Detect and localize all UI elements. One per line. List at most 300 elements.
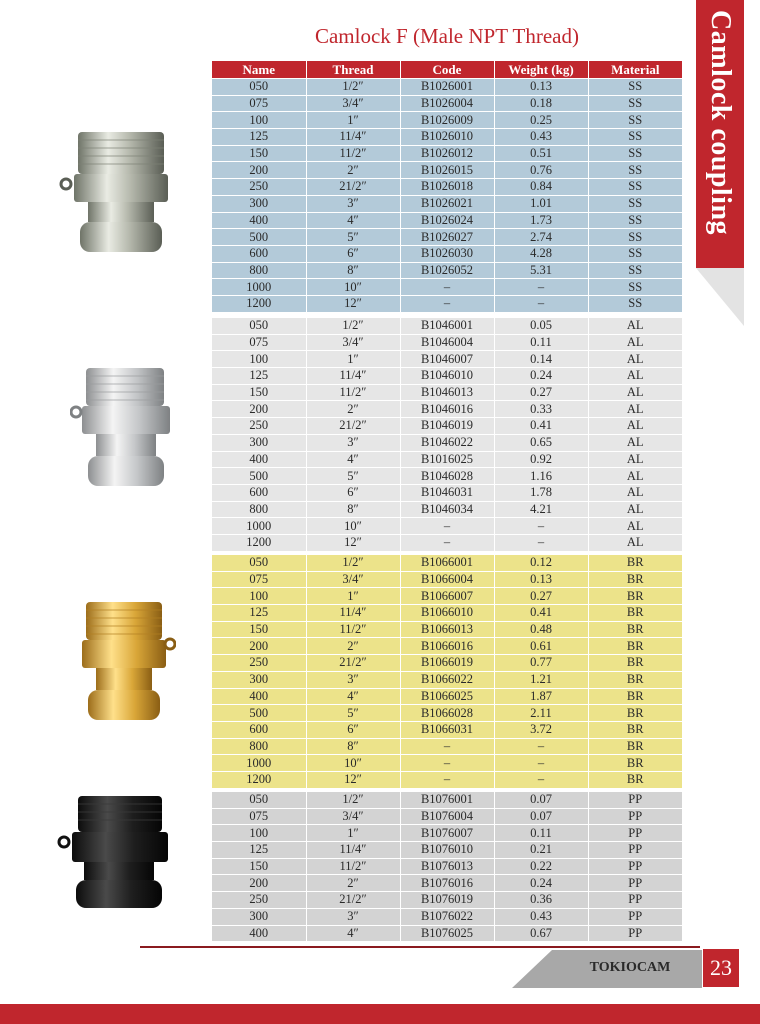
- cell-thread: 3/4″: [306, 808, 400, 825]
- cell-code: –: [400, 534, 494, 551]
- table-row: [212, 655, 682, 672]
- cell-name: 400: [212, 925, 306, 942]
- cell-name: 500: [212, 229, 306, 246]
- cell-weight: 5.31: [494, 262, 588, 279]
- cell-weight: 0.11: [494, 825, 588, 842]
- cell-name: 1000: [212, 279, 306, 296]
- cell-material: AL: [588, 534, 682, 551]
- table-row: [212, 738, 682, 755]
- table-row: [212, 434, 682, 451]
- cell-thread: 12″: [306, 295, 400, 312]
- table-row: [212, 808, 682, 825]
- cell-code: B1076016: [400, 875, 494, 892]
- cell-weight: 0.22: [494, 858, 588, 875]
- cell-code: B1026001: [400, 79, 494, 96]
- cell-material: BR: [588, 671, 682, 688]
- cell-thread: 3/4″: [306, 334, 400, 351]
- cell-code: B1026004: [400, 95, 494, 112]
- cell-weight: –: [494, 295, 588, 312]
- cell-code: B1066022: [400, 671, 494, 688]
- cell-material: PP: [588, 875, 682, 892]
- cell-thread: 5″: [306, 229, 400, 246]
- cell-weight: 0.05: [494, 318, 588, 334]
- cell-weight: 0.92: [494, 451, 588, 468]
- cell-code: B1046016: [400, 401, 494, 418]
- cell-material: SS: [588, 262, 682, 279]
- cell-weight: 0.14: [494, 351, 588, 368]
- cell-weight: 0.41: [494, 605, 588, 622]
- cell-code: B1046010: [400, 368, 494, 385]
- cell-thread: 8″: [306, 262, 400, 279]
- table-row: [212, 518, 682, 535]
- cell-name: 1200: [212, 534, 306, 551]
- table-row: [212, 858, 682, 875]
- cell-name: 400: [212, 688, 306, 705]
- cell-material: AL: [588, 434, 682, 451]
- cell-material: BR: [588, 721, 682, 738]
- cell-code: B1026015: [400, 162, 494, 179]
- cell-material: PP: [588, 892, 682, 909]
- stainless-steel-table: [212, 61, 682, 313]
- cell-name: 150: [212, 384, 306, 401]
- brass-camlock-f-image: [72, 600, 176, 726]
- cell-name: 600: [212, 721, 306, 738]
- cell-weight: 0.27: [494, 384, 588, 401]
- cell-thread: 4″: [306, 212, 400, 229]
- cell-weight: 1.78: [494, 484, 588, 501]
- cell-material: AL: [588, 368, 682, 385]
- cell-code: B1016025: [400, 451, 494, 468]
- cell-thread: 2″: [306, 638, 400, 655]
- cell-material: BR: [588, 571, 682, 588]
- cell-code: B1046028: [400, 468, 494, 485]
- header-code: Code: [400, 61, 494, 79]
- cell-thread: 8″: [306, 738, 400, 755]
- cell-weight: 2.11: [494, 705, 588, 722]
- cell-code: B1076004: [400, 808, 494, 825]
- cell-code: B1066031: [400, 721, 494, 738]
- cell-name: 150: [212, 145, 306, 162]
- cell-material: AL: [588, 468, 682, 485]
- cell-name: 800: [212, 738, 306, 755]
- table-row: [212, 755, 682, 772]
- cell-code: B1046022: [400, 434, 494, 451]
- cell-code: B1046001: [400, 318, 494, 334]
- cell-name: 400: [212, 451, 306, 468]
- cell-thread: 11/4″: [306, 605, 400, 622]
- cell-material: BR: [588, 555, 682, 571]
- cell-thread: 2″: [306, 162, 400, 179]
- table-row: [212, 229, 682, 246]
- cell-code: –: [400, 279, 494, 296]
- cell-name: 1200: [212, 295, 306, 312]
- cell-weight: 3.72: [494, 721, 588, 738]
- stainless-steel-camlock-f-image: [58, 128, 176, 258]
- cell-name: 600: [212, 484, 306, 501]
- table-row: [212, 468, 682, 485]
- cell-weight: 0.77: [494, 655, 588, 672]
- cell-code: B1076019: [400, 892, 494, 909]
- table-row: [212, 212, 682, 229]
- cell-material: AL: [588, 318, 682, 334]
- cell-thread: 1/2″: [306, 318, 400, 334]
- cell-weight: 0.76: [494, 162, 588, 179]
- table-row: [212, 588, 682, 605]
- table-row: [212, 295, 682, 312]
- cell-code: B1046019: [400, 418, 494, 435]
- table-row: [212, 318, 682, 334]
- table-row: [212, 95, 682, 112]
- cell-weight: 0.43: [494, 908, 588, 925]
- table-row: [212, 484, 682, 501]
- cell-name: 300: [212, 671, 306, 688]
- cell-name: 050: [212, 79, 306, 96]
- cell-code: B1066019: [400, 655, 494, 672]
- cell-code: B1026021: [400, 195, 494, 212]
- cell-material: PP: [588, 808, 682, 825]
- header-weight: Weight (kg): [494, 61, 588, 79]
- cell-thread: 21/2″: [306, 418, 400, 435]
- cell-weight: 0.24: [494, 875, 588, 892]
- cell-material: BR: [588, 755, 682, 772]
- cell-material: SS: [588, 145, 682, 162]
- cell-material: SS: [588, 279, 682, 296]
- cell-code: –: [400, 771, 494, 788]
- table-row: [212, 892, 682, 909]
- table-row: [212, 262, 682, 279]
- table-row: [212, 842, 682, 859]
- cell-thread: 1″: [306, 351, 400, 368]
- cell-name: 075: [212, 334, 306, 351]
- cell-material: SS: [588, 129, 682, 146]
- cell-name: 250: [212, 418, 306, 435]
- cell-material: SS: [588, 195, 682, 212]
- table-row: [212, 771, 682, 788]
- cell-name: 075: [212, 571, 306, 588]
- table-row: [212, 418, 682, 435]
- cell-name: 100: [212, 351, 306, 368]
- cell-material: BR: [588, 771, 682, 788]
- cell-thread: 1″: [306, 112, 400, 129]
- cell-material: BR: [588, 588, 682, 605]
- cell-code: B1046034: [400, 501, 494, 518]
- cell-weight: 0.11: [494, 334, 588, 351]
- table-row: [212, 925, 682, 942]
- table-row: [212, 534, 682, 551]
- cell-material: SS: [588, 212, 682, 229]
- cell-thread: 12″: [306, 534, 400, 551]
- table-row: [212, 555, 682, 571]
- cell-thread: 11/2″: [306, 145, 400, 162]
- cell-thread: 11/4″: [306, 842, 400, 859]
- cell-code: B1066016: [400, 638, 494, 655]
- table-row: [212, 721, 682, 738]
- cell-thread: 12″: [306, 771, 400, 788]
- cell-weight: 0.67: [494, 925, 588, 942]
- cell-name: 800: [212, 262, 306, 279]
- header-thread: Thread: [306, 61, 400, 79]
- cell-thread: 3/4″: [306, 571, 400, 588]
- cell-code: B1046007: [400, 351, 494, 368]
- cell-name: 200: [212, 875, 306, 892]
- cell-name: 300: [212, 434, 306, 451]
- cell-name: 600: [212, 245, 306, 262]
- table-row: [212, 279, 682, 296]
- cell-code: B1026010: [400, 129, 494, 146]
- cell-name: 150: [212, 858, 306, 875]
- cell-weight: 0.12: [494, 555, 588, 571]
- table-row: [212, 825, 682, 842]
- cell-code: B1026018: [400, 179, 494, 196]
- cell-name: 125: [212, 605, 306, 622]
- cell-thread: 5″: [306, 705, 400, 722]
- table-row: [212, 334, 682, 351]
- cell-code: B1026030: [400, 245, 494, 262]
- cell-code: –: [400, 755, 494, 772]
- cell-name: 100: [212, 588, 306, 605]
- cell-weight: –: [494, 534, 588, 551]
- cell-code: B1026012: [400, 145, 494, 162]
- cell-thread: 11/4″: [306, 129, 400, 146]
- cell-material: SS: [588, 112, 682, 129]
- cell-weight: –: [494, 279, 588, 296]
- table-row: [212, 688, 682, 705]
- section-tab-shadow: [696, 266, 744, 326]
- cell-material: SS: [588, 245, 682, 262]
- cell-material: AL: [588, 451, 682, 468]
- table-row: [212, 145, 682, 162]
- cell-code: B1076007: [400, 825, 494, 842]
- cell-thread: 3″: [306, 908, 400, 925]
- cell-weight: 0.51: [494, 145, 588, 162]
- cell-thread: 3″: [306, 434, 400, 451]
- cell-weight: 1.16: [494, 468, 588, 485]
- cell-name: 125: [212, 368, 306, 385]
- cell-material: SS: [588, 229, 682, 246]
- table-row: [212, 384, 682, 401]
- cell-code: B1076010: [400, 842, 494, 859]
- cell-code: B1076022: [400, 908, 494, 925]
- page-title: Camlock F (Male NPT Thread): [314, 24, 579, 48]
- table-header: [212, 61, 682, 79]
- cell-name: 1200: [212, 771, 306, 788]
- cell-material: PP: [588, 792, 682, 808]
- cell-name: 500: [212, 705, 306, 722]
- cell-weight: –: [494, 518, 588, 535]
- cell-weight: 0.07: [494, 808, 588, 825]
- cell-thread: 1/2″: [306, 79, 400, 96]
- cell-material: SS: [588, 162, 682, 179]
- cell-material: AL: [588, 518, 682, 535]
- cell-thread: 6″: [306, 245, 400, 262]
- cell-thread: 6″: [306, 721, 400, 738]
- cell-weight: 0.41: [494, 418, 588, 435]
- cell-material: AL: [588, 334, 682, 351]
- cell-weight: 0.43: [494, 129, 588, 146]
- cell-code: B1046031: [400, 484, 494, 501]
- cell-code: B1066004: [400, 571, 494, 588]
- cell-weight: 4.21: [494, 501, 588, 518]
- cell-thread: 3″: [306, 671, 400, 688]
- table-row: [212, 401, 682, 418]
- cell-name: 100: [212, 112, 306, 129]
- cell-thread: 21/2″: [306, 179, 400, 196]
- table-row: [212, 129, 682, 146]
- brass-table: [212, 555, 682, 789]
- cell-thread: 1/2″: [306, 792, 400, 808]
- cell-weight: –: [494, 771, 588, 788]
- cell-material: BR: [588, 605, 682, 622]
- cell-material: BR: [588, 621, 682, 638]
- cell-thread: 10″: [306, 279, 400, 296]
- cell-weight: 0.18: [494, 95, 588, 112]
- cell-name: 050: [212, 318, 306, 334]
- cell-thread: 2″: [306, 401, 400, 418]
- cell-material: PP: [588, 858, 682, 875]
- table-row: [212, 451, 682, 468]
- brand-name: TOKIOCAM: [589, 960, 671, 975]
- cell-material: SS: [588, 79, 682, 96]
- aluminum-camlock-f-image: [70, 366, 178, 492]
- table-row: [212, 571, 682, 588]
- table-row: [212, 368, 682, 385]
- table-row: [212, 79, 682, 96]
- cell-thread: 21/2″: [306, 892, 400, 909]
- cell-thread: 10″: [306, 518, 400, 535]
- cell-name: 150: [212, 621, 306, 638]
- table-row: [212, 245, 682, 262]
- cell-name: 250: [212, 179, 306, 196]
- table-row: [212, 351, 682, 368]
- cell-name: 200: [212, 162, 306, 179]
- cell-name: 200: [212, 638, 306, 655]
- cell-thread: 11/2″: [306, 858, 400, 875]
- table-row: [212, 501, 682, 518]
- cell-material: AL: [588, 501, 682, 518]
- cell-material: AL: [588, 418, 682, 435]
- header-name: Name: [212, 61, 306, 79]
- cell-thread: 3/4″: [306, 95, 400, 112]
- cell-thread: 4″: [306, 688, 400, 705]
- cell-code: B1076013: [400, 858, 494, 875]
- cell-name: 300: [212, 195, 306, 212]
- cell-name: 250: [212, 655, 306, 672]
- cell-material: SS: [588, 179, 682, 196]
- cell-code: B1076025: [400, 925, 494, 942]
- cell-weight: 0.61: [494, 638, 588, 655]
- cell-material: AL: [588, 484, 682, 501]
- cell-thread: 1/2″: [306, 555, 400, 571]
- cell-code: B1066028: [400, 705, 494, 722]
- cell-code: B1046013: [400, 384, 494, 401]
- cell-weight: 0.13: [494, 79, 588, 96]
- cell-material: BR: [588, 738, 682, 755]
- cell-material: PP: [588, 908, 682, 925]
- table-row: [212, 605, 682, 622]
- bottom-bar: [0, 1004, 760, 1024]
- table-row: [212, 195, 682, 212]
- cell-weight: 0.13: [494, 571, 588, 588]
- cell-name: 125: [212, 842, 306, 859]
- cell-name: 1000: [212, 518, 306, 535]
- cell-code: B1066007: [400, 588, 494, 605]
- cell-material: AL: [588, 384, 682, 401]
- cell-thread: 8″: [306, 501, 400, 518]
- cell-weight: 0.24: [494, 368, 588, 385]
- cell-weight: 0.48: [494, 621, 588, 638]
- footer-divider: [140, 946, 700, 948]
- cell-material: BR: [588, 688, 682, 705]
- cell-code: B1066013: [400, 621, 494, 638]
- cell-thread: 6″: [306, 484, 400, 501]
- cell-material: PP: [588, 925, 682, 942]
- cell-thread: 2″: [306, 875, 400, 892]
- cell-material: BR: [588, 638, 682, 655]
- cell-weight: 0.33: [494, 401, 588, 418]
- cell-material: BR: [588, 655, 682, 672]
- cell-name: 050: [212, 555, 306, 571]
- cell-weight: 0.21: [494, 842, 588, 859]
- cell-thread: 11/2″: [306, 384, 400, 401]
- cell-weight: 1.01: [494, 195, 588, 212]
- cell-code: B1026024: [400, 212, 494, 229]
- table-row: [212, 671, 682, 688]
- cell-code: B1066001: [400, 555, 494, 571]
- cell-thread: 3″: [306, 195, 400, 212]
- polypropylene-table: [212, 792, 682, 942]
- table-row: [212, 162, 682, 179]
- cell-weight: –: [494, 755, 588, 772]
- cell-code: B1026027: [400, 229, 494, 246]
- cell-code: B1026009: [400, 112, 494, 129]
- table-row: [212, 908, 682, 925]
- cell-weight: 0.36: [494, 892, 588, 909]
- cell-weight: 1.21: [494, 671, 588, 688]
- cell-weight: 0.65: [494, 434, 588, 451]
- cell-name: 075: [212, 808, 306, 825]
- page-number: 23: [703, 949, 739, 987]
- section-label: Camlock coupling: [705, 10, 736, 236]
- cell-name: 050: [212, 792, 306, 808]
- cell-weight: 0.25: [494, 112, 588, 129]
- cell-material: BR: [588, 705, 682, 722]
- table-row: [212, 112, 682, 129]
- cell-weight: 1.73: [494, 212, 588, 229]
- cell-code: –: [400, 518, 494, 535]
- cell-name: 300: [212, 908, 306, 925]
- polypropylene-camlock-f-image: [54, 794, 174, 914]
- cell-thread: 1″: [306, 588, 400, 605]
- cell-weight: 0.27: [494, 588, 588, 605]
- cell-weight: 4.28: [494, 245, 588, 262]
- cell-name: 500: [212, 468, 306, 485]
- table-row: [212, 179, 682, 196]
- cell-material: AL: [588, 351, 682, 368]
- cell-code: –: [400, 295, 494, 312]
- cell-name: 125: [212, 129, 306, 146]
- cell-material: PP: [588, 825, 682, 842]
- cell-name: 800: [212, 501, 306, 518]
- cell-code: B1026052: [400, 262, 494, 279]
- cell-code: B1076001: [400, 792, 494, 808]
- cell-thread: 4″: [306, 925, 400, 942]
- cell-thread: 4″: [306, 451, 400, 468]
- cell-weight: 2.74: [494, 229, 588, 246]
- cell-thread: 11/4″: [306, 368, 400, 385]
- cell-code: B1066025: [400, 688, 494, 705]
- cell-thread: 1″: [306, 825, 400, 842]
- cell-weight: 0.07: [494, 792, 588, 808]
